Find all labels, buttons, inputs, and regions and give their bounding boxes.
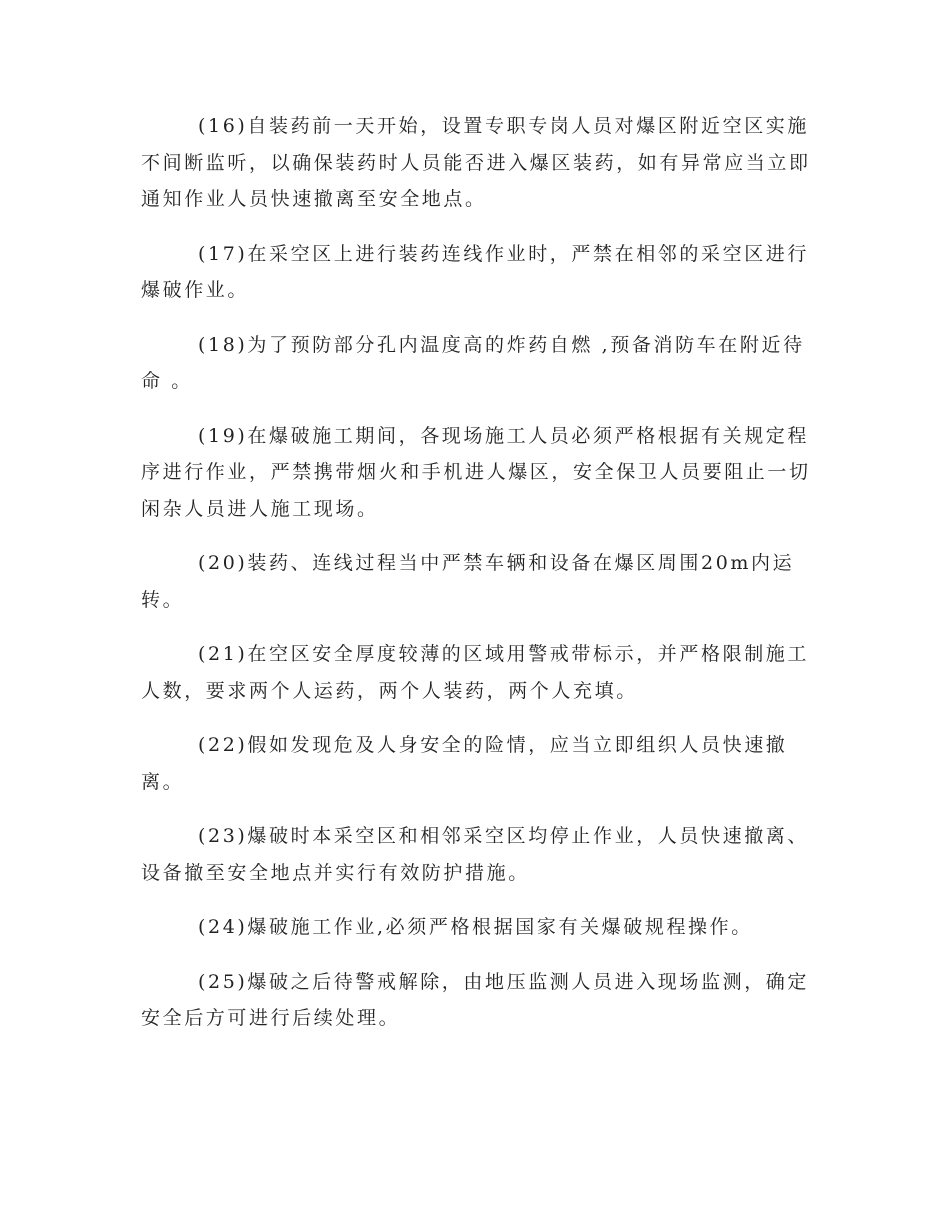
paragraph-16: (16)自装药前一天开始，设置专职专岗人员对爆区附近空区实施不间断监听，以确保装药时人员能否进入爆区装药，如有异常应当立即通知作业人员快速撤离至安全地点。	[141, 115, 811, 210]
paragraph-23: (23)爆破时本采空区和相邻采空区均停止作业，人员快速撤离、设备撤至安全地点并实行有效防护措施。	[141, 825, 810, 884]
paragraph-22: (22)假如发现危及人身安全的险情，应当立即组织人员快速撤离。	[141, 734, 788, 793]
paragraph-21: (21)在空区安全厚度较薄的区域用警戒带标示，并严格限制施工人数，要求两个人运药，两个人装药，两个人充填。	[141, 643, 810, 702]
paragraph-25: (25)爆破之后待警戒解除，由地压监测人员进入现场监测，确定安全后方可进行后续处理。	[141, 970, 810, 1029]
paragraph-20: (20)装药、连线过程当中严禁车辆和设备在爆区周围20m内运转。	[141, 552, 795, 611]
paragraph-18: (18)为了预防部分孔内温度高的炸药自燃 ,预备消防车在附近待命 。	[141, 333, 805, 392]
document-body	[141, 108, 811, 1055]
paragraph-17: (17)在采空区上进行装药连线作业时，严禁在相邻的采空区进行爆破作业。	[141, 242, 810, 301]
paragraph-19: (19)在爆破施工期间，各现场施工人员必须严格根据有关规定程序进行作业，严禁携带烟火和手机进人爆区，安全保卫人员要阻止一切闲杂人员进人施工现场。	[141, 424, 811, 520]
paragraph-24: (24)爆破施工作业,必须严格根据国家有关爆破规程操作。	[198, 916, 753, 938]
